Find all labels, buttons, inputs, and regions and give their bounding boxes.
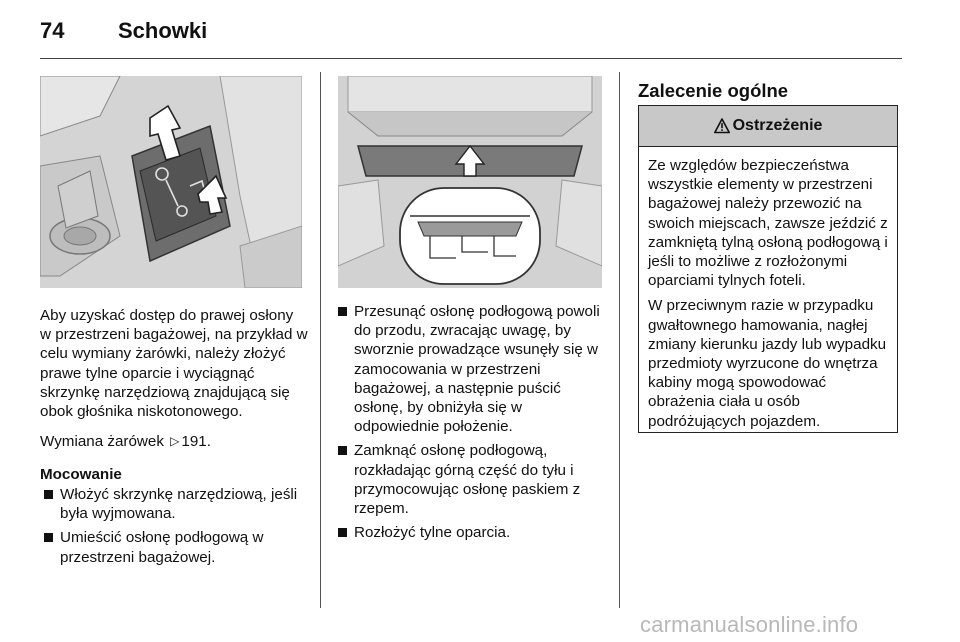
warning-header bbox=[639, 106, 897, 147]
toolbox-illustration bbox=[40, 76, 302, 288]
bullet-icon bbox=[338, 528, 347, 537]
bullet-icon bbox=[338, 446, 347, 455]
bullet-icon bbox=[338, 307, 347, 316]
page-reference-arrow-icon: ▷ bbox=[170, 434, 180, 448]
reference-text: Wymiana żarówek bbox=[40, 433, 164, 450]
list-item-text: Włożyć skrzynkę narzędziową, jeśli była wyjmowana. bbox=[60, 486, 298, 523]
floor-cover-steps-list bbox=[338, 302, 604, 547]
list-item-text: Rozłożyć tylne oparcia. bbox=[354, 524, 511, 542]
header-rule bbox=[40, 58, 902, 59]
warning-box bbox=[638, 105, 898, 433]
page-header bbox=[40, 18, 207, 44]
list-item-text: Umieścić osłonę podłogową w przestrzeni bagażowej. bbox=[60, 529, 264, 566]
floor-cover-illustration bbox=[338, 76, 602, 288]
page-title: Schowki bbox=[118, 18, 208, 43]
warning-body bbox=[639, 147, 897, 431]
warning-title: Ostrzeżenie bbox=[732, 117, 823, 134]
intro-paragraph: Aby uzyskać dostęp do prawej osłony w przestrzeni bagażowej, na przykład w celu wymiany żarówki, należy złożyć prawe tylne oparcie i wyciągnąć skrzynkę narzędziową znajdującą się obok głośnika niskotonowego. bbox=[40, 307, 308, 421]
column-divider-right bbox=[619, 72, 620, 608]
list-item bbox=[338, 441, 604, 518]
list-item bbox=[44, 528, 306, 566]
list-item-text: Przesunąć osłonę podłogową powoli do przodu, zwracając uwagę, by sworznie prowadzące wsunęły się w zamocowania w przestrzeni bagażowej, a następnie puścić osłonę, by obniżyła się w odpowiednie położenie. bbox=[354, 303, 600, 436]
figure-toolbox bbox=[40, 76, 302, 288]
bullet-icon bbox=[44, 533, 53, 542]
list-item bbox=[338, 523, 604, 542]
subheading-mocowanie: Mocowanie bbox=[40, 466, 122, 483]
section-title: Zalecenie ogólne bbox=[638, 80, 789, 101]
watermark: carmanualsonline.info bbox=[640, 612, 859, 637]
bullet-icon bbox=[44, 490, 53, 499]
figure-floor-cover bbox=[338, 76, 602, 288]
warning-paragraph: Ze względów bezpieczeństwa wszystkie elementy w przestrzeni bagażowej należy przewozić na swoich miejscach, zawsze jeździć z zamkniętą tylną osłoną podłogową i jeśli to możliwe z rozłożonymi oparciami tylnych foteli. bbox=[648, 157, 888, 290]
warning-paragraph: W przeciwnym razie w przypadku gwałtownego hamowania, nagłej zmiany kierunku jazdy lub wypadku przedmioty wyrzucone do wnętrza kabiny mogą spowodować obrażenia ciała u osób podróżujących pojazdem. bbox=[648, 297, 887, 430]
page-number: 74 bbox=[40, 18, 65, 43]
warning-triangle-icon bbox=[714, 118, 730, 134]
list-item bbox=[44, 485, 306, 523]
mounting-steps-list bbox=[44, 485, 306, 572]
reference-line bbox=[40, 432, 308, 451]
list-item bbox=[338, 302, 604, 436]
column-divider-left bbox=[320, 72, 321, 608]
reference-page-link[interactable]: 191. bbox=[181, 433, 211, 450]
list-item-text: Zamknąć osłonę podłogową, rozkładając górną część do tyłu i przymocowując osłonę paskiem z rzepem. bbox=[354, 442, 581, 518]
